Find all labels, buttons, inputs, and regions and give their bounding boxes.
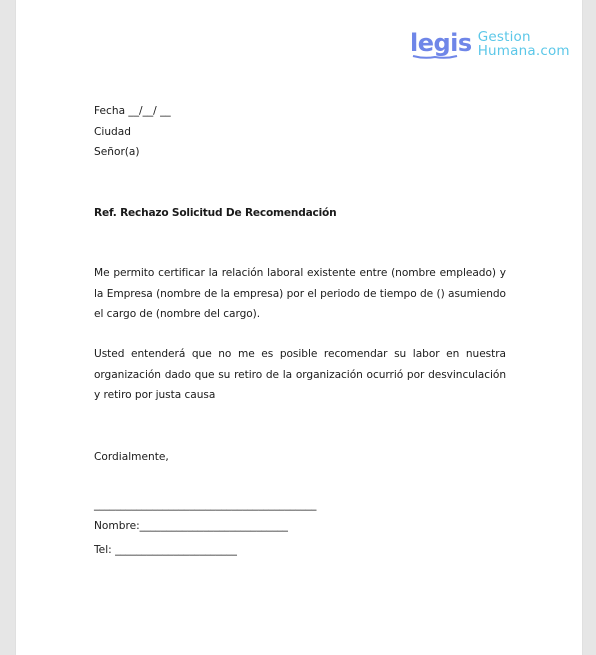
- reference-line: Ref. Rechazo Solicitud De Recomendación: [94, 207, 337, 219]
- name-line: Nombre:____________________________: [94, 520, 288, 532]
- document-page: [16, 0, 582, 655]
- logo-product: [478, 30, 570, 58]
- logo-product-line1: Gestion: [477, 29, 531, 45]
- city-line: Ciudad: [94, 126, 131, 138]
- paragraph-1: Me permito certificar la relación laboral existente entre (nombre empleado) y la Empresa (nombre de la empresa) por el periodo de tiempo de () asumiendo el cargo de (nombre del cargo).: [94, 267, 506, 320]
- closing: Cordialmente,: [94, 451, 169, 463]
- paragraph-2: Usted entenderá que no me es posible recomendar su labor en nuestra organización dado que su retiro de la organización ocurrió por desvinculación y retiro por justa causa: [94, 348, 506, 401]
- phone-line: Tel: _______________________: [94, 544, 237, 556]
- signature-line: __________________________________________: [94, 499, 317, 511]
- logo-brand-text: legis: [410, 29, 472, 57]
- date-line: Fecha __/__/ __: [94, 105, 171, 117]
- logo-brand: [410, 30, 472, 56]
- company-logo: [410, 30, 570, 64]
- logo-product-line2: Humana.com: [477, 43, 570, 59]
- open-book-icon: [412, 55, 458, 60]
- salutation: Señor(a): [94, 146, 140, 158]
